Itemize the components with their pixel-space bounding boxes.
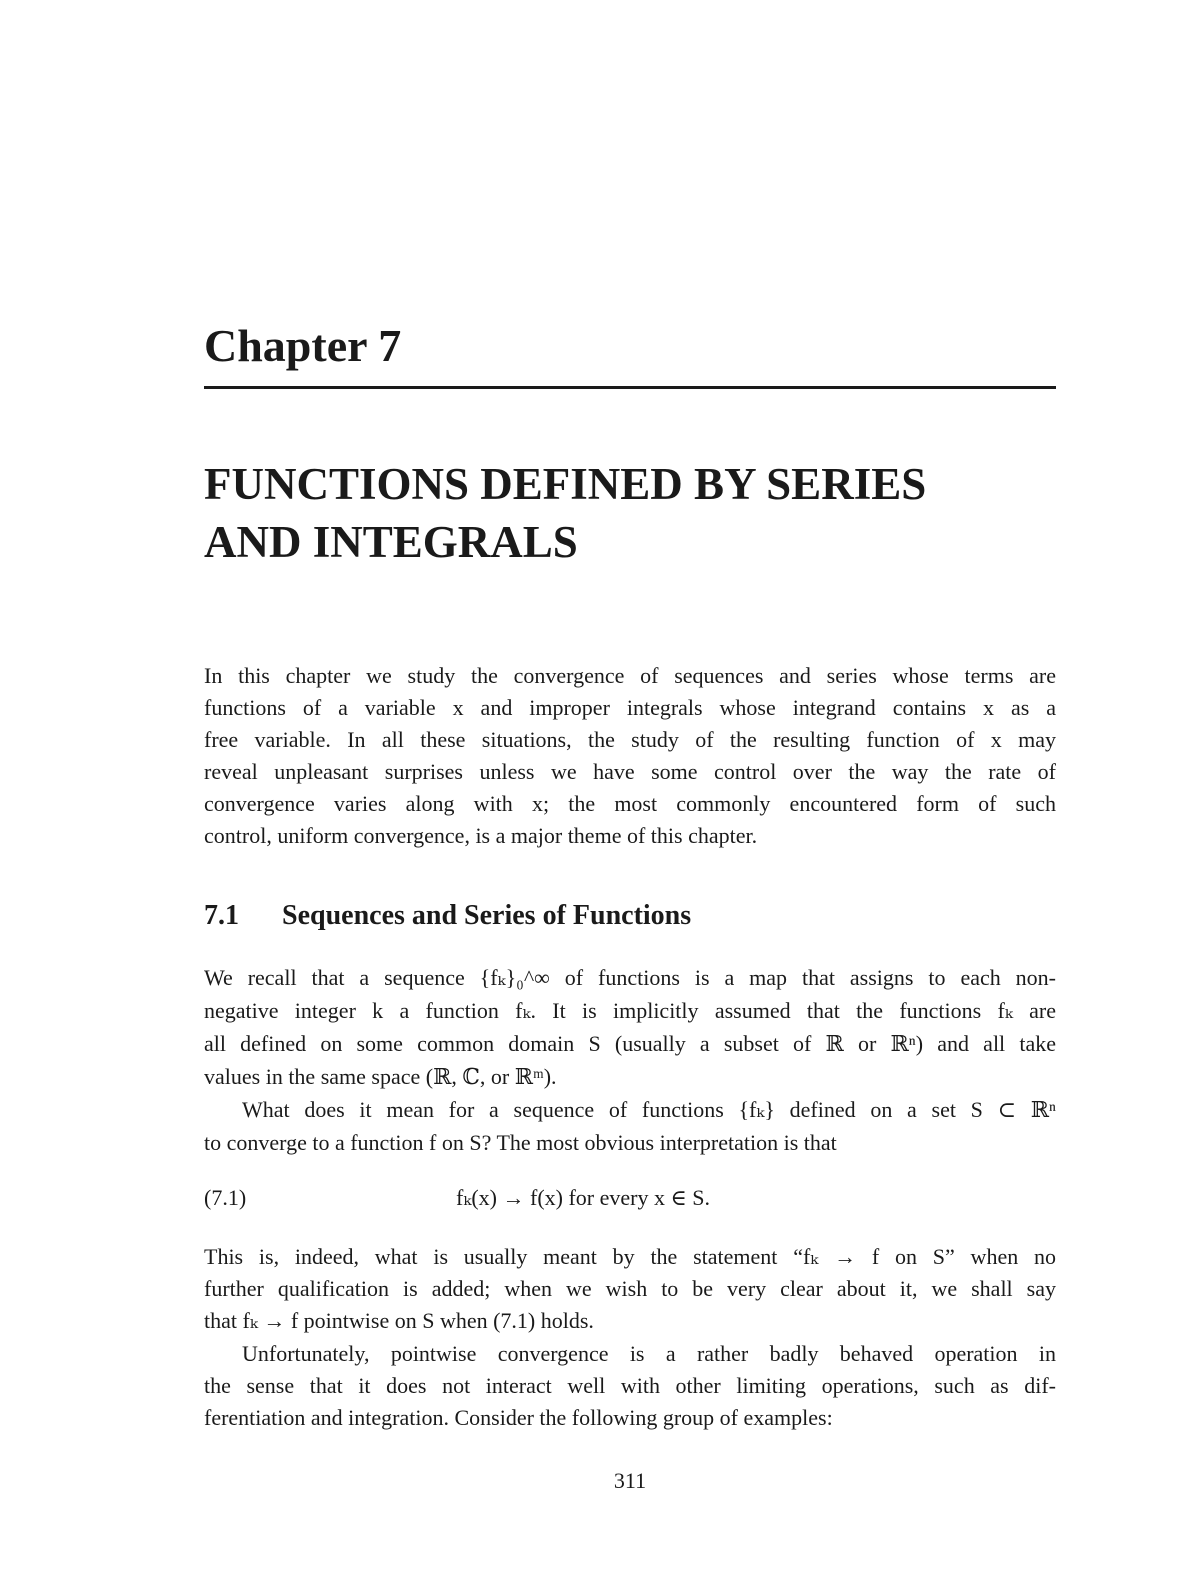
page-number: 311 <box>613 1468 647 1493</box>
paragraph-line: values in the same space (ℝ, ℂ, or ℝᵐ). <box>204 1064 557 1089</box>
chapter-title-line: FUNCTIONS DEFINED BY SERIES <box>204 459 927 509</box>
paragraph-line: Unfortunately, pointwise convergence is a rather badly behaved operation in <box>242 1341 1056 1366</box>
paragraph-line: We recall that a sequence {fₖ}₀^∞ of functions is a map that assigns to each non- <box>204 965 1056 990</box>
paragraph-line: the sense that it does not interact well with other limiting operations, such as dif- <box>204 1373 1056 1398</box>
equation-body: fₖ(x) → f(x) for every x ∈ S. <box>456 1185 711 1210</box>
section-title: Sequences and Series of Functions <box>282 900 692 931</box>
intro-line: reveal unpleasant surprises unless we have some control over the way the rate of <box>204 759 1056 784</box>
paragraph-line: to converge to a function f on S? The most obvious interpretation is that <box>204 1130 837 1155</box>
paragraph-line: ferentiation and integration. Consider the following group of examples: <box>204 1405 833 1430</box>
equation-label: (7.1) <box>204 1185 247 1210</box>
chapter-label: Chapter 7 <box>204 320 402 371</box>
intro-line: functions of a variable x and improper integrals whose integrand contains x as a <box>204 695 1056 720</box>
intro-line: In this chapter we study the convergence of sequences and series whose terms are <box>204 663 1056 688</box>
chapter-title <box>204 455 1056 571</box>
intro-line: control, uniform convergence, is a major theme of this chapter. <box>204 823 758 848</box>
section-number: 7.1 <box>204 900 239 931</box>
chapter-title-line: AND INTEGRALS <box>204 517 578 567</box>
intro-line: free variable. In all these situations, the study of the resulting function of x may <box>204 727 1056 752</box>
intro-line: convergence varies along with x; the most commonly encountered form of such <box>204 791 1056 816</box>
paragraph-line: What does it mean for a sequence of functions {fₖ} defined on a set S ⊂ ℝⁿ <box>242 1097 1056 1122</box>
paragraph-line: that fₖ → f pointwise on S when (7.1) holds. <box>204 1308 594 1333</box>
paragraph-line: all defined on some common domain S (usually a subset of ℝ or ℝⁿ) and all take <box>204 1031 1056 1056</box>
chapter-rule <box>204 386 1056 389</box>
section-heading <box>204 896 1056 936</box>
paragraph-line: This is, indeed, what is usually meant by the statement “fₖ → f on S” when no <box>204 1244 1056 1269</box>
paragraph-line: further qualification is added; when we wish to be very clear about it, we shall say <box>204 1276 1056 1301</box>
paragraph-line: negative integer k a function fₖ. It is implicitly assumed that the functions fₖ are <box>204 998 1056 1023</box>
